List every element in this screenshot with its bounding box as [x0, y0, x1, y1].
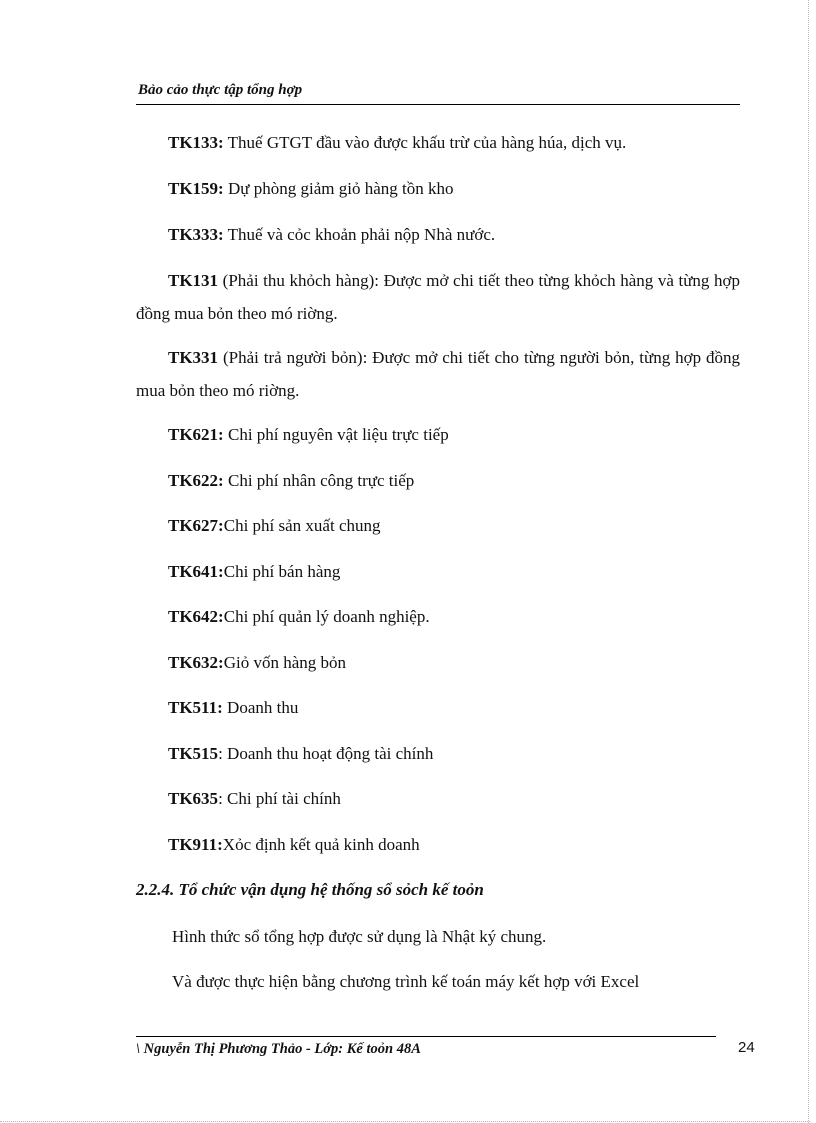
account-line-tk133: [168, 133, 626, 153]
account-line-tk911: [168, 835, 420, 855]
footer-rule: [136, 1036, 716, 1037]
account-code: TK632:: [168, 653, 224, 672]
account-code: TK331: [168, 348, 219, 367]
account-desc: : Doanh thu hoạt động tài chính: [218, 744, 434, 763]
page-frame-right: [808, 0, 809, 1123]
account-code: TK911:: [168, 835, 223, 854]
paragraph-text: (Phải trả người bỏn): Được mở chi tiết cho từng người bỏn, từng hợp đồng mua bỏn theo mó riờng.: [136, 348, 740, 400]
account-line-tk515: [168, 744, 433, 764]
account-line-tk642: [168, 607, 430, 627]
account-code: TK131: [168, 271, 219, 290]
account-desc: Giỏ vốn hàng bỏn: [223, 653, 347, 672]
section-line-1: Hình thức sổ tổng hợp được sử dụng là Nhật ký chung.: [172, 927, 547, 946]
account-code: TK511:: [168, 698, 223, 717]
account-desc: Thuế GTGT đầu vào được khấu trừ của hàng húa, dịch vụ.: [223, 133, 627, 152]
section-line-2: Và được thực hiện bằng chương trình kế toán máy kết hợp với Excel: [172, 972, 640, 991]
account-desc: Thuế và cỏc khoản phải nộp Nhà nước.: [223, 225, 496, 244]
account-code: TK621:: [168, 425, 224, 444]
account-line-tk632: [168, 653, 346, 673]
account-code: TK641:: [168, 562, 224, 581]
account-desc: Dự phòng giảm giỏ hàng tồn kho: [223, 179, 454, 198]
account-line-tk511: [168, 698, 298, 718]
account-desc: Chi phí sản xuất chung: [223, 516, 381, 535]
account-line-tk333: [168, 225, 495, 245]
account-line-tk622: [168, 471, 414, 491]
account-code: TK159:: [168, 179, 224, 198]
header-title: Bảo cảo thực tập tổng hợp: [138, 82, 303, 98]
account-desc: Chi phí bán hàng: [223, 562, 341, 581]
paragraph-tk131: [136, 264, 740, 330]
paragraph-text: (Phải thu khỏch hàng): Được mở chi tiết theo từng khỏch hàng và từng hợp đồng mua bỏn theo mó riờng.: [136, 271, 740, 323]
account-desc: Doanh thu: [222, 698, 299, 717]
account-code: TK627:: [168, 516, 224, 535]
page-header: [136, 80, 740, 105]
page-number: 24: [738, 1039, 755, 1056]
account-code: TK642:: [168, 607, 224, 626]
account-desc: : Chi phí tài chính: [218, 789, 341, 808]
account-code: TK635: [168, 789, 219, 808]
section-heading: 2.2.4. Tổ chức vận dụng hệ thống sổ sỏch kế toỏn: [136, 880, 484, 899]
account-line-tk621: [168, 425, 449, 445]
account-code: TK133:: [168, 133, 224, 152]
page-frame-bottom: [0, 1121, 810, 1122]
account-desc: Chi phí nhân công trực tiếp: [223, 471, 415, 490]
account-code: TK622:: [168, 471, 224, 490]
account-line-tk627: [168, 516, 381, 536]
account-line-tk635: [168, 789, 341, 809]
account-desc: Chi phí quản lý doanh nghiệp.: [223, 607, 430, 626]
footer-author: \ Nguyễn Thị Phương Thảo - Lớp: Kế toỏn 48A: [136, 1041, 421, 1057]
account-code: TK333:: [168, 225, 224, 244]
paragraph-tk331: [136, 341, 740, 407]
account-desc: Xỏc định kết quả kinh doanh: [222, 835, 420, 854]
account-desc: Chi phí nguyên vật liệu trực tiếp: [223, 425, 449, 444]
account-line-tk159: [168, 179, 453, 199]
account-line-tk641: [168, 562, 340, 582]
account-code: TK515: [168, 744, 219, 763]
